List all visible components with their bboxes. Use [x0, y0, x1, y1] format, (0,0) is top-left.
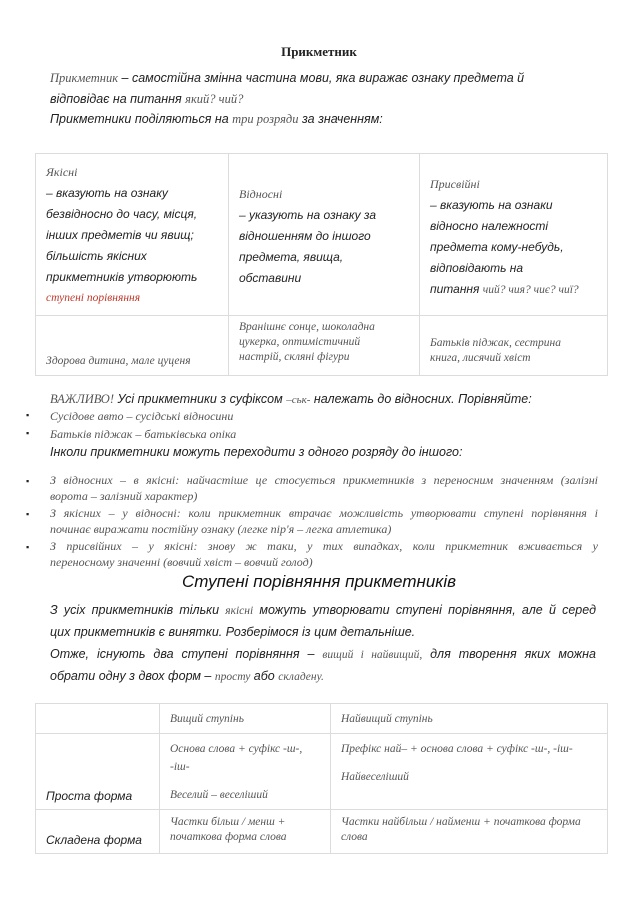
cell-qualitative: Якісні – вказують на ознаку безвідносно до часу, місця, інших предметів чи явищ; більшість якісних прикметників утворюють ступені порівняння: [36, 154, 229, 316]
list-item: З відносних – в якісні: найчастіше це стосується прикметників з переносним значенням (залізні ворота – залізний характер): [50, 473, 598, 503]
list-item: З присвійних – у якісні: знову ж таки, у тих випадках, коли прикметник вживається у переносному значенні (вовчий хвіст – вовчий голод): [50, 539, 598, 569]
cell-relative-example: Вранішнє сонце, шоколадна цукерка, оптимістичний настрій, скляні фігури: [229, 316, 420, 376]
simple-highest-cell: Префікс най– + основа слова + суфікс -ш-, -іш- Найвеселіший: [331, 734, 608, 810]
degrees-table: [35, 703, 608, 854]
categories-table: [35, 153, 608, 376]
cell-qualitative-example: Здорова дитина, мале цуценя: [36, 316, 229, 376]
compound-highest-cell: Частки найбільш / найменш + початкова форма слова: [331, 810, 608, 854]
intro-line-2: відповідає на питання який? чий?: [50, 92, 244, 106]
cell-possessive-example: Батьків піджак, сестрина книга, лисячий хвіст: [420, 316, 608, 376]
list-item: З якісних – у відносні: коли прикметник втрачає можливість утворювати ступені порівняння і починає виражати постійну ознаку (легке пір'я – легка атлетика): [50, 506, 598, 536]
degrees-paragraph-2: Отже, існують два ступені порівняння – вищий і найвищий, для творення яких можна: [50, 647, 596, 661]
cell-relative: Відносні – указують на ознаку за відношенням до іншого предмета, явища, обставини: [229, 154, 420, 316]
bullet-icon: ▪: [26, 410, 30, 420]
table-row: [36, 704, 608, 734]
table-row: [36, 734, 608, 810]
header-empty-cell: [36, 704, 160, 734]
compound-higher-cell: Частки більш / менш + початкова форма слова: [160, 810, 331, 854]
header-highest: Найвищий ступінь: [331, 704, 608, 734]
intro-line-1: Прикметник – самостійна змінна частина мови, яка виражає ознаку предмета й: [50, 71, 525, 85]
section-heading: Ступені порівняння прикметників: [182, 572, 456, 591]
table-row: [36, 316, 608, 376]
bullet-icon: ▪: [26, 542, 30, 552]
transition-note: Інколи прикметники можуть переходити з одного розряду до іншого:: [50, 445, 463, 459]
table-row: [36, 154, 608, 316]
term-adjective: Прикметник: [50, 71, 119, 85]
page-title: Прикметник: [281, 44, 357, 59]
important-line: ВАЖЛИВО! Усі прикметники з суфіксом –ськ- належать до відносних. Порівняйте:: [50, 392, 532, 406]
intro-line-3: Прикметники поділяються на три розряди за значенням:: [50, 112, 383, 126]
header-higher: Вищий ступінь: [160, 704, 331, 734]
bullet-icon: ▪: [26, 428, 30, 438]
simple-form-label: Проста форма: [36, 734, 160, 810]
degrees-paragraph-1: З усіх прикметників тільки якісні можуть утворювати ступені порівняння, але й серед: [50, 603, 596, 617]
list-item: Батьків піджак – батьківська опіка: [50, 427, 237, 441]
degrees-paragraph-1b: цих прикметників є винятки. Розберімося із цим детальніше.: [50, 625, 416, 639]
bullet-icon: ▪: [26, 509, 30, 519]
compound-form-label: Складена форма: [36, 810, 160, 854]
table-row: [36, 810, 608, 854]
bullet-icon: ▪: [26, 476, 30, 486]
cell-possessive: Присвійні – вказують на ознаки відносно належності предмета кому-небудь, відповідають на питання чий? чия? чиє? чиї?: [420, 154, 608, 316]
list-item: Сусідове авто – сусідські відносини: [50, 409, 234, 423]
simple-higher-cell: Основа слова + суфікс -ш-, -іш- Веселий – веселіший: [160, 734, 331, 810]
degrees-red-text: ступені порівняння: [46, 292, 141, 304]
degrees-paragraph-3: обрати одну з двох форм – просту або складену.: [50, 669, 324, 683]
